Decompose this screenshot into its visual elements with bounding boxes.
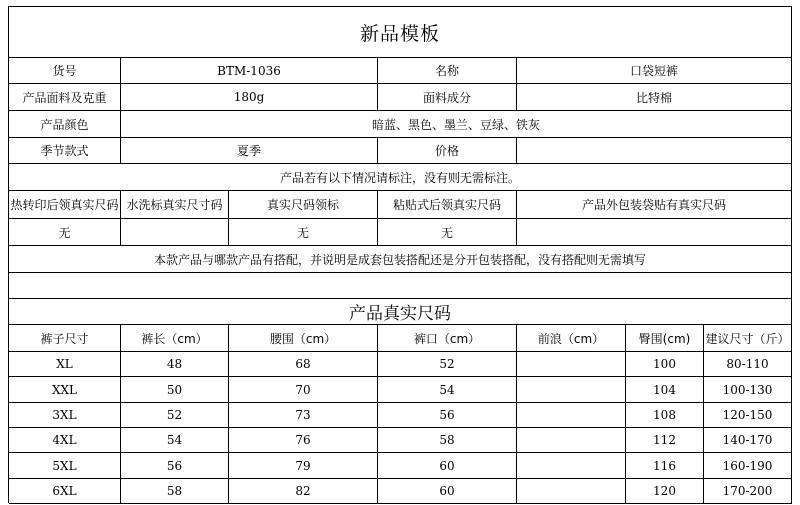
composition-value: 比特棉 [517,84,792,111]
price-label: 价格 [378,138,517,164]
label-value-heat-transfer: 无 [9,219,121,246]
size-cell-front-rise [517,428,626,453]
size-cell-waist: 73 [229,403,378,428]
size-cell-size: 5XL [9,453,121,479]
size-cell-hem: 58 [378,428,517,453]
size-cell-recommended: 140-170 [704,428,792,453]
size-header-hem: 裤口（cm） [378,325,517,352]
size-cell-recommended: 80-110 [704,352,792,377]
size-cell-size: XXL [9,377,121,403]
size-cell-length: 52 [121,403,229,428]
fabric-weight-label: 产品面料及克重 [9,84,121,111]
product-no-label: 货号 [9,58,121,84]
size-cell-size: 6XL [9,479,121,504]
label-value-wash-label [121,219,229,246]
name-label: 名称 [378,58,517,84]
size-cell-waist: 82 [229,479,378,504]
size-cell-size: 3XL [9,403,121,428]
size-cell-recommended: 170-200 [704,479,792,504]
size-header-recommended: 建议尺寸（斤） [704,325,792,352]
size-cell-front-rise [517,377,626,403]
blank-row [9,273,792,299]
notice-text: 产品若有以下情况请标注，没有则无需标注。 [9,164,792,191]
size-cell-size: 4XL [9,428,121,453]
size-cell-hip: 108 [626,403,704,428]
size-section-title: 产品真实尺码 [9,299,792,325]
composition-label: 面料成分 [378,84,517,111]
fabric-weight-value: 180g [121,84,378,111]
name-value: 口袋短裤 [517,58,792,84]
page-title: 新品模板 [9,7,792,58]
size-header-waist: 腰围（cm） [229,325,378,352]
size-header-length: 裤长（cm） [121,325,229,352]
size-cell-hip: 120 [626,479,704,504]
label-header-collar-label: 真实尺码领标 [229,191,378,219]
size-header-size: 裤子尺寸 [9,325,121,352]
size-cell-hem: 60 [378,479,517,504]
label-value-sticker: 无 [378,219,517,246]
size-cell-front-rise [517,352,626,377]
size-cell-recommended: 160-190 [704,453,792,479]
size-cell-hem: 52 [378,352,517,377]
season-value: 夏季 [121,138,378,164]
size-cell-recommended: 120-150 [704,403,792,428]
product-no-value: BTM-1036 [121,58,378,84]
size-cell-waist: 70 [229,377,378,403]
size-cell-front-rise [517,479,626,504]
size-cell-length: 50 [121,377,229,403]
label-value-package [517,219,792,246]
label-header-wash-label: 水洗标真实尺寸码 [121,191,229,219]
size-header-front-rise: 前浪（cm） [517,325,626,352]
size-cell-size: XL [9,352,121,377]
size-cell-front-rise [517,403,626,428]
size-cell-waist: 76 [229,428,378,453]
label-header-package: 产品外包装袋贴有真实尺码 [517,191,792,219]
label-value-collar-label: 无 [229,219,378,246]
size-cell-hip: 100 [626,352,704,377]
size-cell-waist: 68 [229,352,378,377]
size-cell-length: 48 [121,352,229,377]
size-header-hip: 臀围(cm) [626,325,704,352]
pairing-note: 本款产品与哪款产品有搭配，并说明是成套包装搭配还是分开包装搭配，没有搭配则无需填写 [9,246,792,273]
size-cell-hip: 116 [626,453,704,479]
season-label: 季节款式 [9,138,121,164]
size-cell-hem: 56 [378,403,517,428]
label-header-heat-transfer: 热转印后领真实尺码 [9,191,121,219]
product-template-sheet [8,6,792,503]
size-cell-hip: 104 [626,377,704,403]
size-cell-recommended: 100-130 [704,377,792,403]
size-cell-hem: 60 [378,453,517,479]
size-cell-hem: 54 [378,377,517,403]
color-label: 产品颜色 [9,111,121,138]
color-value: 暗蓝、黑色、墨兰、豆绿、铁灰 [121,111,792,138]
size-cell-length: 58 [121,479,229,504]
size-cell-length: 56 [121,453,229,479]
size-cell-front-rise [517,453,626,479]
price-value [517,138,792,164]
label-header-sticker: 粘贴式后领真实尺码 [378,191,517,219]
size-cell-waist: 79 [229,453,378,479]
size-cell-hip: 112 [626,428,704,453]
size-cell-length: 54 [121,428,229,453]
